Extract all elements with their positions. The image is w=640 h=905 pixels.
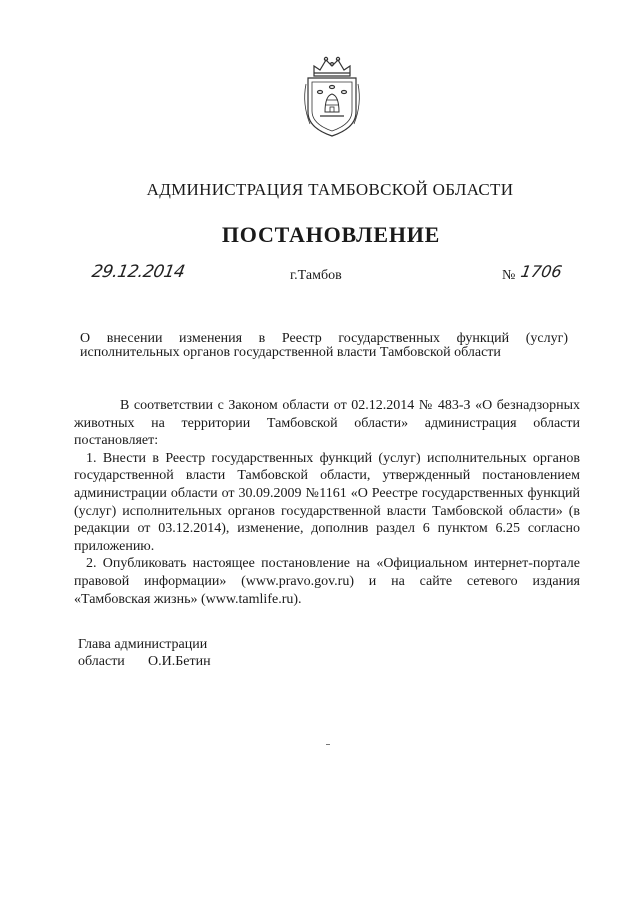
signer-line2 (78, 653, 211, 670)
city-label: г.Тамбов (290, 268, 342, 283)
body-paragraph-preamble: В соответствии с Законом области от 02.12.2014 № 483-З «О безнадзорных животных на территории Тамбовской области» администрация области постановляет: (74, 398, 580, 449)
number-label: № (502, 268, 516, 283)
handwritten-number: 1706 (519, 262, 564, 281)
signature-block (78, 636, 211, 670)
body-paragraph-item-2: 2. Опубликовать настоящее постановление на «Официальном интернет-портале правовой информации» (www.pravo.gov.ru) и на сайте сетевого издания «Тамбовская жизнь» (www.tamlife.ru). (74, 556, 580, 607)
signer-title-line1: Глава администрации (78, 637, 208, 652)
signer-name: О.И.Бетин (148, 654, 211, 669)
signer-title-line2: области (78, 654, 125, 669)
tambov-coat-of-arms-icon (300, 54, 364, 140)
stray-mark (326, 744, 330, 745)
organization-title: АДМИНИСТРАЦИЯ ТАМБОВСКОЙ ОБЛАСТИ (146, 180, 514, 199)
handwritten-date: 29.12.2014 (90, 262, 187, 282)
document-type-title: ПОСТАНОВЛЕНИЕ (221, 222, 441, 247)
document-body (74, 397, 580, 608)
document-subject: О внесении изменения в Реестр государственных функций (услуг) исполнительных органов государственной власти Тамбовской области (80, 331, 568, 360)
body-paragraph-item-1: 1. Внести в Реестр государственных функций (услуг) исполнительных органов государственной власти Тамбовской области, утвержденный постановлением администрации области от 30.09.2009 №1161 «О Реестре государственных функций (услуг) исполнительных органов государственной власти Тамбовской области» (в редакции от 03.12.2014), изменение, дополнив раздел 6 пунктом 6.25 согласно приложению. (74, 450, 580, 554)
